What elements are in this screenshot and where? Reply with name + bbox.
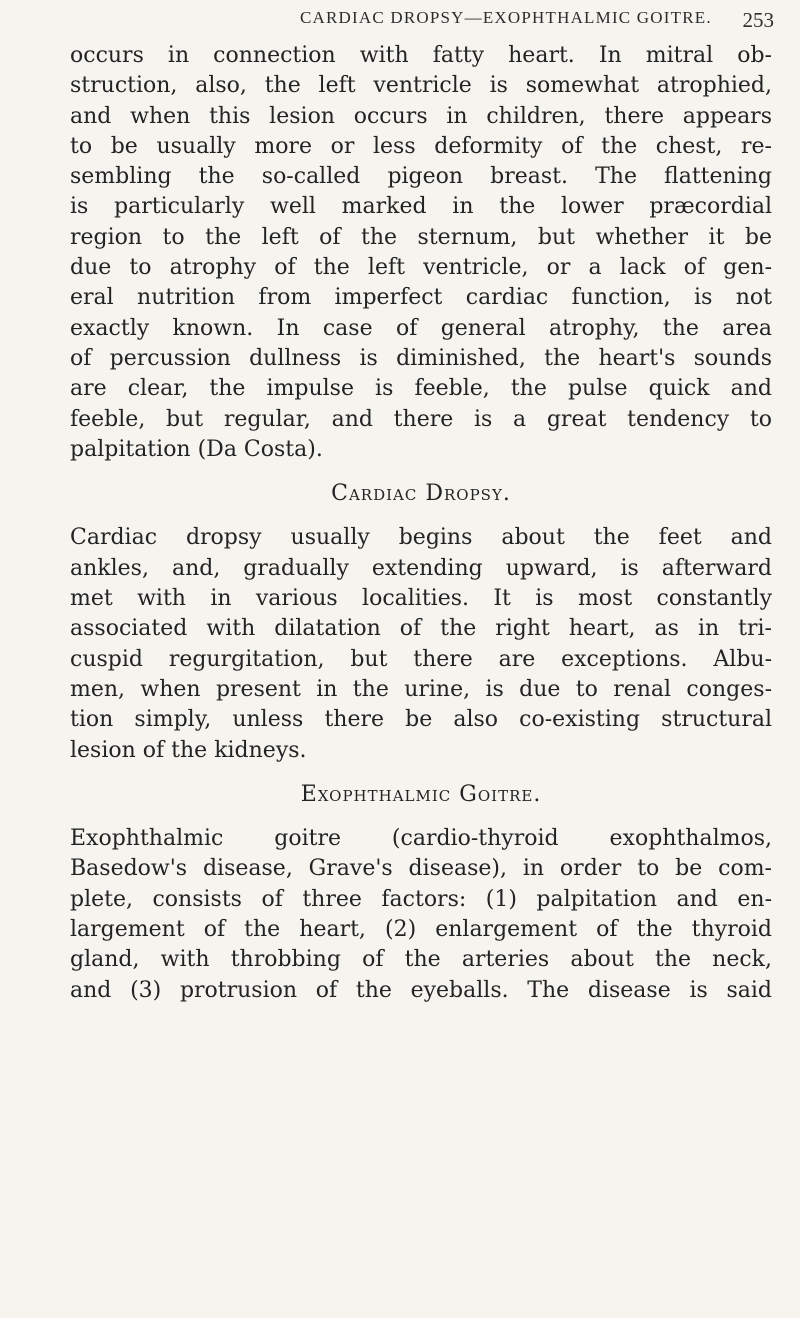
text-line: struction, also, the left ventricle is somewhat atrophied, [70, 73, 772, 99]
text-line: palpitation (Da Costa). [70, 436, 323, 462]
text-line: is particularly well marked in the lower præcordial [70, 194, 772, 220]
text-line: feeble, but regular, and there is a great tendency to [70, 406, 772, 432]
paragraph-continuation [70, 41, 772, 465]
running-head-title: CARDIAC DROPSY—EXOPHTHALMIC GOITRE. [300, 8, 712, 27]
text-line: largement of the heart, (2) enlargement of the thyroid [70, 917, 772, 943]
text-line: associated with dilatation of the right heart, as in tri- [70, 616, 772, 642]
text-line: due to atrophy of the left ventricle, or a lack of gen- [70, 255, 772, 281]
running-head [300, 8, 774, 32]
text-line: of percussion dullness is diminished, the heart's sounds [70, 345, 772, 371]
text-line: lesion of the kidneys. [70, 737, 307, 763]
text-line: plete, consists of three factors: (1) palpitation and en- [70, 886, 772, 912]
text-line: ankles, and, gradually extending upward, is afterward [70, 555, 772, 581]
section-heading-exophthalmic-goitre: Exophthalmic Goitre. [300, 781, 542, 807]
text-line: and when this lesion occurs in children, there appears [70, 103, 772, 129]
text-line: exactly known. In case of general atrophy, the area [70, 315, 772, 341]
paragraph-cardiac-dropsy [70, 523, 772, 765]
text-line: met with in various localities. It is most constantly [70, 586, 772, 612]
text-line: sembling the so-called pigeon breast. The flattening [70, 164, 772, 190]
text-line: Basedow's disease, Grave's disease), in order to be com- [70, 856, 772, 882]
text-line: men, when present in the urine, is due to renal conges- [70, 676, 772, 702]
section-heading-cardiac-dropsy: Cardiac Dropsy. [331, 481, 511, 507]
paragraph-exophthalmic-goitre [70, 824, 772, 1006]
text-line: occurs in connection with fatty heart. In mitral ob- [70, 43, 772, 68]
text-line: gland, with throbbing of the arteries about the neck, [70, 947, 772, 973]
page-number: 253 [742, 8, 774, 32]
text-line: are clear, the impulse is feeble, the pulse quick and [70, 376, 772, 402]
text-line: eral nutrition from imperfect cardiac function, is not [70, 285, 772, 311]
text-line: Cardiac dropsy usually begins about the feet and [70, 525, 772, 551]
text-line: to be usually more or less deformity of the chest, re- [70, 133, 772, 159]
text-line: region to the left of the sternum, but whether it be [70, 224, 772, 250]
body-text [70, 41, 772, 1006]
text-line: cuspid regurgitation, but there are exceptions. Albu- [70, 646, 772, 672]
text-line: and (3) protrusion of the eyeballs. The disease is said [70, 977, 772, 1003]
text-line: Exophthalmic goitre (cardio-thyroid exophthalmos, [70, 826, 772, 852]
text-line: tion simply, unless there be also co-existing structural [70, 707, 772, 733]
